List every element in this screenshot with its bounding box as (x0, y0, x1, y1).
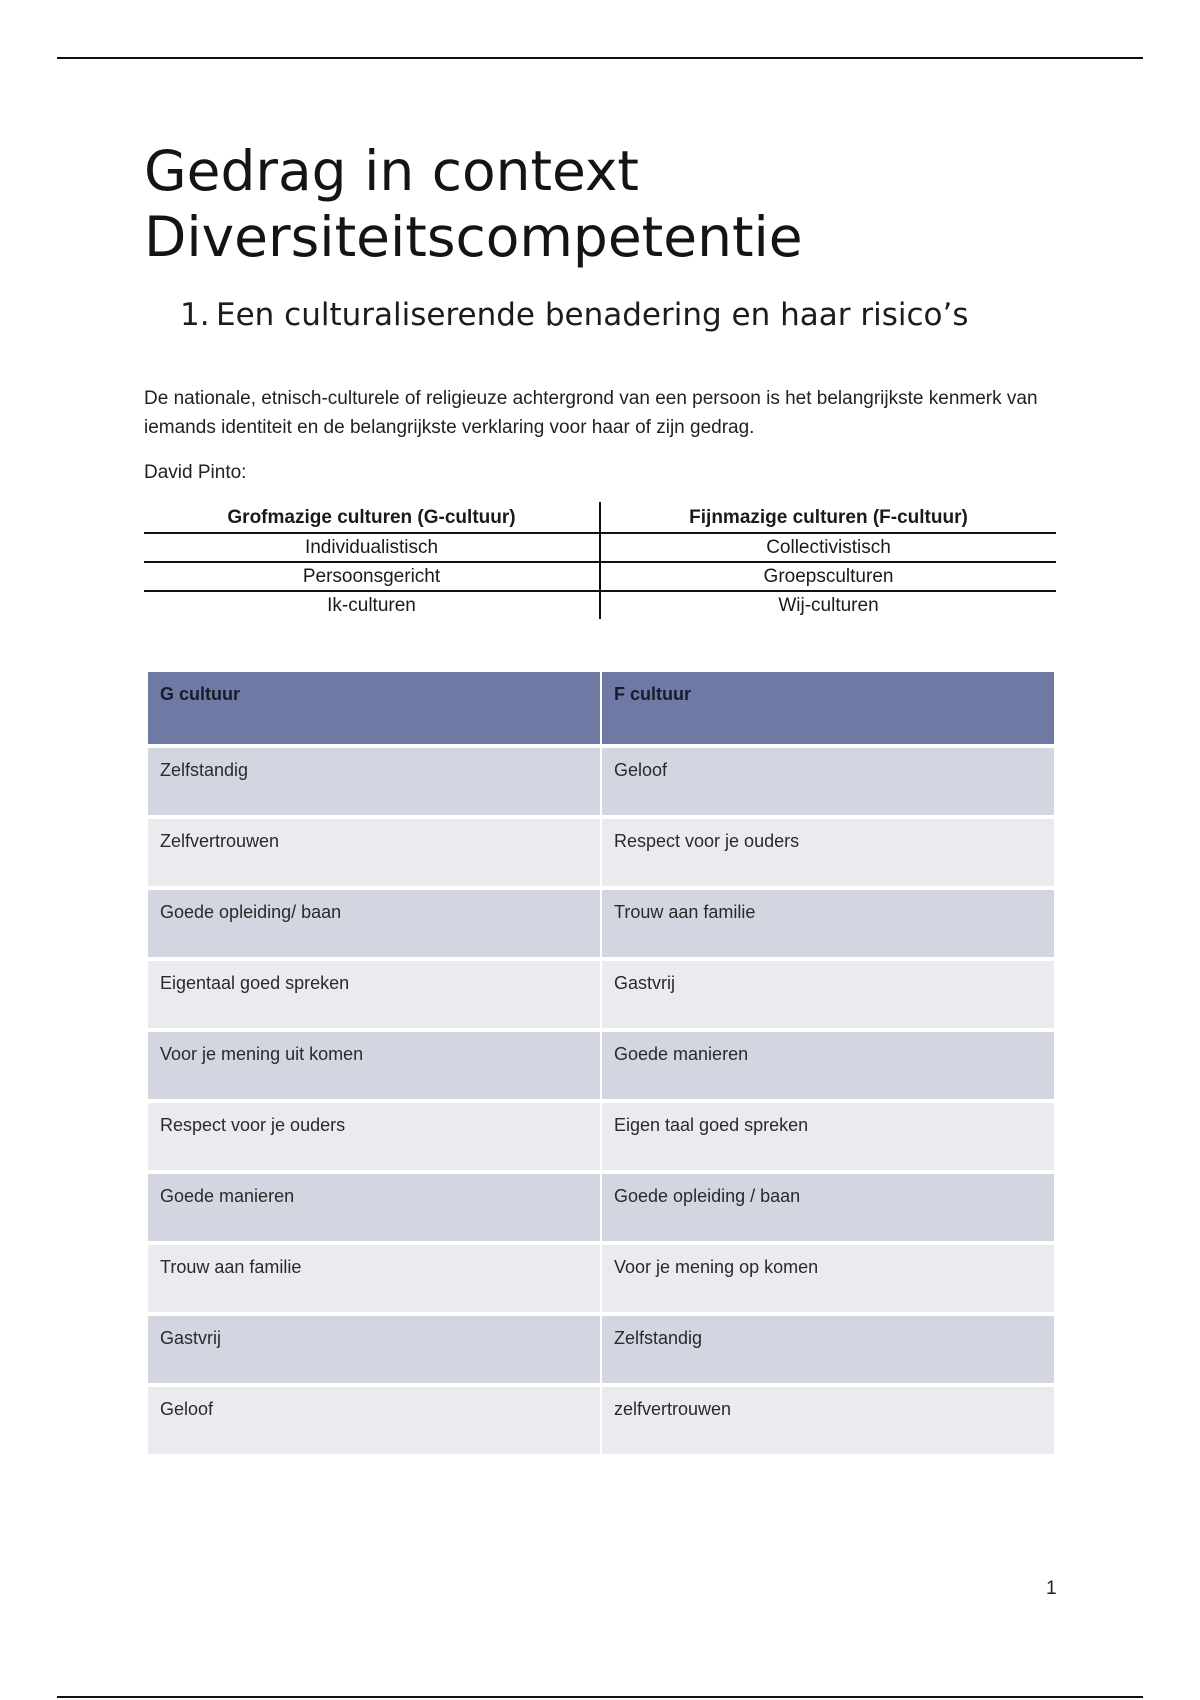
table-cell: Geloof (602, 748, 1054, 815)
section-number: 1. (180, 297, 210, 333)
table-row (148, 1103, 1054, 1170)
title-line: Gedrag in context (144, 139, 639, 203)
author-label: David Pinto: (144, 462, 247, 483)
table-cell: Eigen taal goed spreken (602, 1103, 1054, 1170)
section-heading-text: Een culturaliserende benadering en haar risico’s (216, 297, 969, 333)
table-cell: Individualistisch (144, 533, 600, 562)
table-row (148, 1245, 1054, 1312)
table-cell: zelfvertrouwen (602, 1387, 1054, 1454)
table-cell: Respect voor je ouders (602, 819, 1054, 886)
table-cell: Eigentaal goed spreken (148, 961, 600, 1028)
table-cell: Collectivistisch (766, 537, 891, 558)
table-row (148, 890, 1054, 957)
table-row (144, 591, 1056, 619)
table-row (148, 1387, 1054, 1454)
table-cell: Wij-culturen (600, 591, 1056, 619)
table-cell: Goede opleiding / baan (602, 1174, 1054, 1241)
page-top-rule (57, 57, 1143, 59)
culture-comparison-table (144, 502, 1056, 619)
table-cell: Zelfvertrouwen (148, 819, 600, 886)
table-row (144, 562, 1056, 591)
table-cell: Goede manieren (602, 1032, 1054, 1099)
table-cell: Zelfstandig (148, 748, 600, 815)
table-row (148, 1316, 1054, 1383)
table-cell: Geloof (148, 1387, 600, 1454)
title-line: Diversiteitscompetentie (144, 205, 803, 269)
table-cell: Goede opleiding/ baan (148, 890, 600, 957)
table-cell: Trouw aan familie (148, 1245, 600, 1312)
table-header-row (144, 502, 1056, 533)
table-cell: Goede manieren (148, 1174, 600, 1241)
table-cell: Zelfstandig (602, 1316, 1054, 1383)
table-cell: Trouw aan familie (602, 890, 1054, 957)
table-row (148, 748, 1054, 815)
culture-values-table (146, 668, 1056, 1458)
table-row (148, 961, 1054, 1028)
column-header: Fijnmazige culturen (F-cultuur) (600, 502, 1056, 533)
page-bottom-rule (57, 1696, 1143, 1698)
table-row (144, 533, 1056, 562)
table-row (148, 819, 1054, 886)
table-cell: Persoonsgericht (144, 562, 600, 591)
column-header: Grofmazige culturen (G-cultuur) (144, 502, 600, 533)
table-cell: Gastvrij (148, 1316, 600, 1383)
table-row (148, 1174, 1054, 1241)
column-header: G cultuur (148, 672, 600, 744)
column-header: F cultuur (602, 672, 1054, 744)
table-cell: Groepsculturen (600, 562, 1056, 591)
table-cell: Voor je mening uit komen (148, 1032, 600, 1099)
table-header-row (148, 672, 1054, 744)
document-title (144, 138, 803, 270)
table-cell: Gastvrij (602, 961, 1054, 1028)
table-cell: Voor je mening op komen (602, 1245, 1054, 1312)
table-cell: Ik-culturen (144, 591, 600, 619)
page-number: 1 (1046, 1578, 1057, 1599)
section-heading (180, 295, 968, 335)
table-cell: Respect voor je ouders (148, 1103, 600, 1170)
intro-paragraph: De nationale, etnisch-culturele of religieuze achtergrond van een persoon is het belangrijkste kenmerk van iemands identiteit en de belangrijkste verklaring voor haar of zijn gedrag. (144, 388, 1038, 438)
table-row (148, 1032, 1054, 1099)
